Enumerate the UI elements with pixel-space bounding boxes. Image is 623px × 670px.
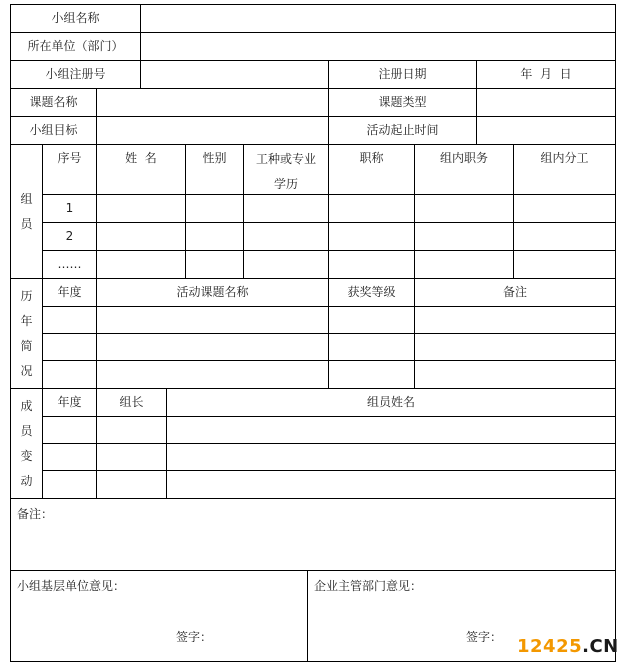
label-group-name: 小组名称 bbox=[10, 4, 141, 33]
cell[interactable] bbox=[96, 360, 329, 389]
watermark-logo bbox=[517, 636, 619, 657]
cell[interactable] bbox=[185, 250, 244, 279]
cell[interactable] bbox=[243, 222, 329, 251]
field-topic-type[interactable] bbox=[476, 88, 616, 117]
history-side-char: 况 bbox=[20, 363, 33, 378]
section-members-label bbox=[10, 144, 43, 279]
col-leader: 组长 bbox=[96, 388, 167, 417]
cell[interactable] bbox=[166, 470, 616, 499]
remarks-label: 备注： bbox=[17, 507, 54, 521]
cell[interactable] bbox=[414, 333, 616, 361]
cell[interactable] bbox=[414, 306, 616, 334]
cell[interactable] bbox=[328, 250, 415, 279]
cell[interactable] bbox=[414, 194, 514, 223]
cell[interactable] bbox=[42, 306, 97, 334]
cell[interactable] bbox=[185, 222, 244, 251]
field-topic-name[interactable] bbox=[96, 88, 329, 117]
cell[interactable] bbox=[414, 360, 616, 389]
label-goal: 小组目标 bbox=[10, 116, 97, 145]
cell[interactable] bbox=[96, 416, 167, 444]
watermark-number: 12425 bbox=[517, 636, 583, 657]
section-history-label bbox=[10, 278, 43, 389]
cell[interactable] bbox=[42, 416, 97, 444]
col-year: 年度 bbox=[42, 278, 97, 307]
cell[interactable] bbox=[513, 222, 616, 251]
cell[interactable] bbox=[96, 250, 186, 279]
watermark-domain: .CN bbox=[582, 636, 619, 657]
changes-side-char: 成 bbox=[20, 398, 33, 413]
cell[interactable] bbox=[328, 222, 415, 251]
col-trade-edu bbox=[243, 144, 329, 195]
changes-side-char: 变 bbox=[20, 448, 33, 463]
cell[interactable] bbox=[42, 443, 97, 471]
remarks-box[interactable] bbox=[10, 498, 616, 571]
cell[interactable] bbox=[96, 333, 329, 361]
cell[interactable] bbox=[96, 470, 167, 499]
member-row-seq: 1 bbox=[42, 194, 97, 223]
col-position: 组内职务 bbox=[414, 144, 514, 195]
base-opinion-box[interactable] bbox=[10, 570, 308, 662]
changes-side-char: 动 bbox=[20, 473, 33, 488]
col-title: 职称 bbox=[328, 144, 415, 195]
field-reg-date[interactable]: 年 月 日 bbox=[476, 60, 616, 89]
col-division: 组内分工 bbox=[513, 144, 616, 195]
history-side-char: 历 bbox=[20, 288, 33, 303]
cell[interactable] bbox=[96, 222, 186, 251]
member-row-seq: …… bbox=[42, 250, 97, 279]
members-side-char: 员 bbox=[20, 216, 33, 231]
col-note: 备注 bbox=[414, 278, 616, 307]
cell[interactable] bbox=[96, 443, 167, 471]
label-reg-date: 注册日期 bbox=[328, 60, 477, 89]
cell[interactable] bbox=[328, 333, 415, 361]
dept-sign-label: 签字： bbox=[466, 630, 503, 644]
cell[interactable] bbox=[414, 222, 514, 251]
cell[interactable] bbox=[96, 194, 186, 223]
cell[interactable] bbox=[243, 194, 329, 223]
col-year: 年度 bbox=[42, 388, 97, 417]
label-period: 活动起止时间 bbox=[328, 116, 477, 145]
col-trade-label: 工种或专业 bbox=[255, 152, 316, 166]
field-group-name[interactable] bbox=[140, 4, 616, 33]
field-unit[interactable] bbox=[140, 32, 616, 61]
col-name: 姓 名 bbox=[96, 144, 186, 195]
members-side-char: 组 bbox=[20, 191, 33, 206]
label-topic-name: 课题名称 bbox=[10, 88, 97, 117]
changes-side-char: 员 bbox=[20, 423, 33, 438]
field-period[interactable] bbox=[476, 116, 616, 145]
cell[interactable] bbox=[166, 443, 616, 471]
section-changes-label bbox=[10, 388, 43, 499]
label-reg-no: 小组注册号 bbox=[10, 60, 141, 89]
col-award: 获奖等级 bbox=[328, 278, 415, 307]
base-sign-label: 签字： bbox=[176, 630, 213, 644]
col-gender: 性别 bbox=[185, 144, 244, 195]
col-topic: 活动课题名称 bbox=[96, 278, 329, 307]
history-side-char: 年 bbox=[20, 313, 33, 328]
history-side-char: 简 bbox=[20, 338, 33, 353]
label-topic-type: 课题类型 bbox=[328, 88, 477, 117]
dept-opinion-label: 企业主管部门意见： bbox=[314, 579, 423, 593]
member-row-seq: 2 bbox=[42, 222, 97, 251]
cell[interactable] bbox=[42, 470, 97, 499]
field-reg-no[interactable] bbox=[140, 60, 329, 89]
field-goal[interactable] bbox=[96, 116, 329, 145]
cell[interactable] bbox=[96, 306, 329, 334]
col-edu-label: 学历 bbox=[273, 177, 298, 191]
label-unit: 所在单位（部门） bbox=[10, 32, 141, 61]
cell[interactable] bbox=[328, 360, 415, 389]
col-members: 组员姓名 bbox=[166, 388, 616, 417]
col-seq: 序号 bbox=[42, 144, 97, 195]
cell[interactable] bbox=[513, 194, 616, 223]
cell[interactable] bbox=[328, 194, 415, 223]
cell[interactable] bbox=[166, 416, 616, 444]
cell[interactable] bbox=[42, 360, 97, 389]
cell[interactable] bbox=[513, 250, 616, 279]
cell[interactable] bbox=[185, 194, 244, 223]
cell[interactable] bbox=[414, 250, 514, 279]
cell[interactable] bbox=[42, 333, 97, 361]
cell[interactable] bbox=[328, 306, 415, 334]
base-opinion-label: 小组基层单位意见： bbox=[17, 579, 126, 593]
cell[interactable] bbox=[243, 250, 329, 279]
